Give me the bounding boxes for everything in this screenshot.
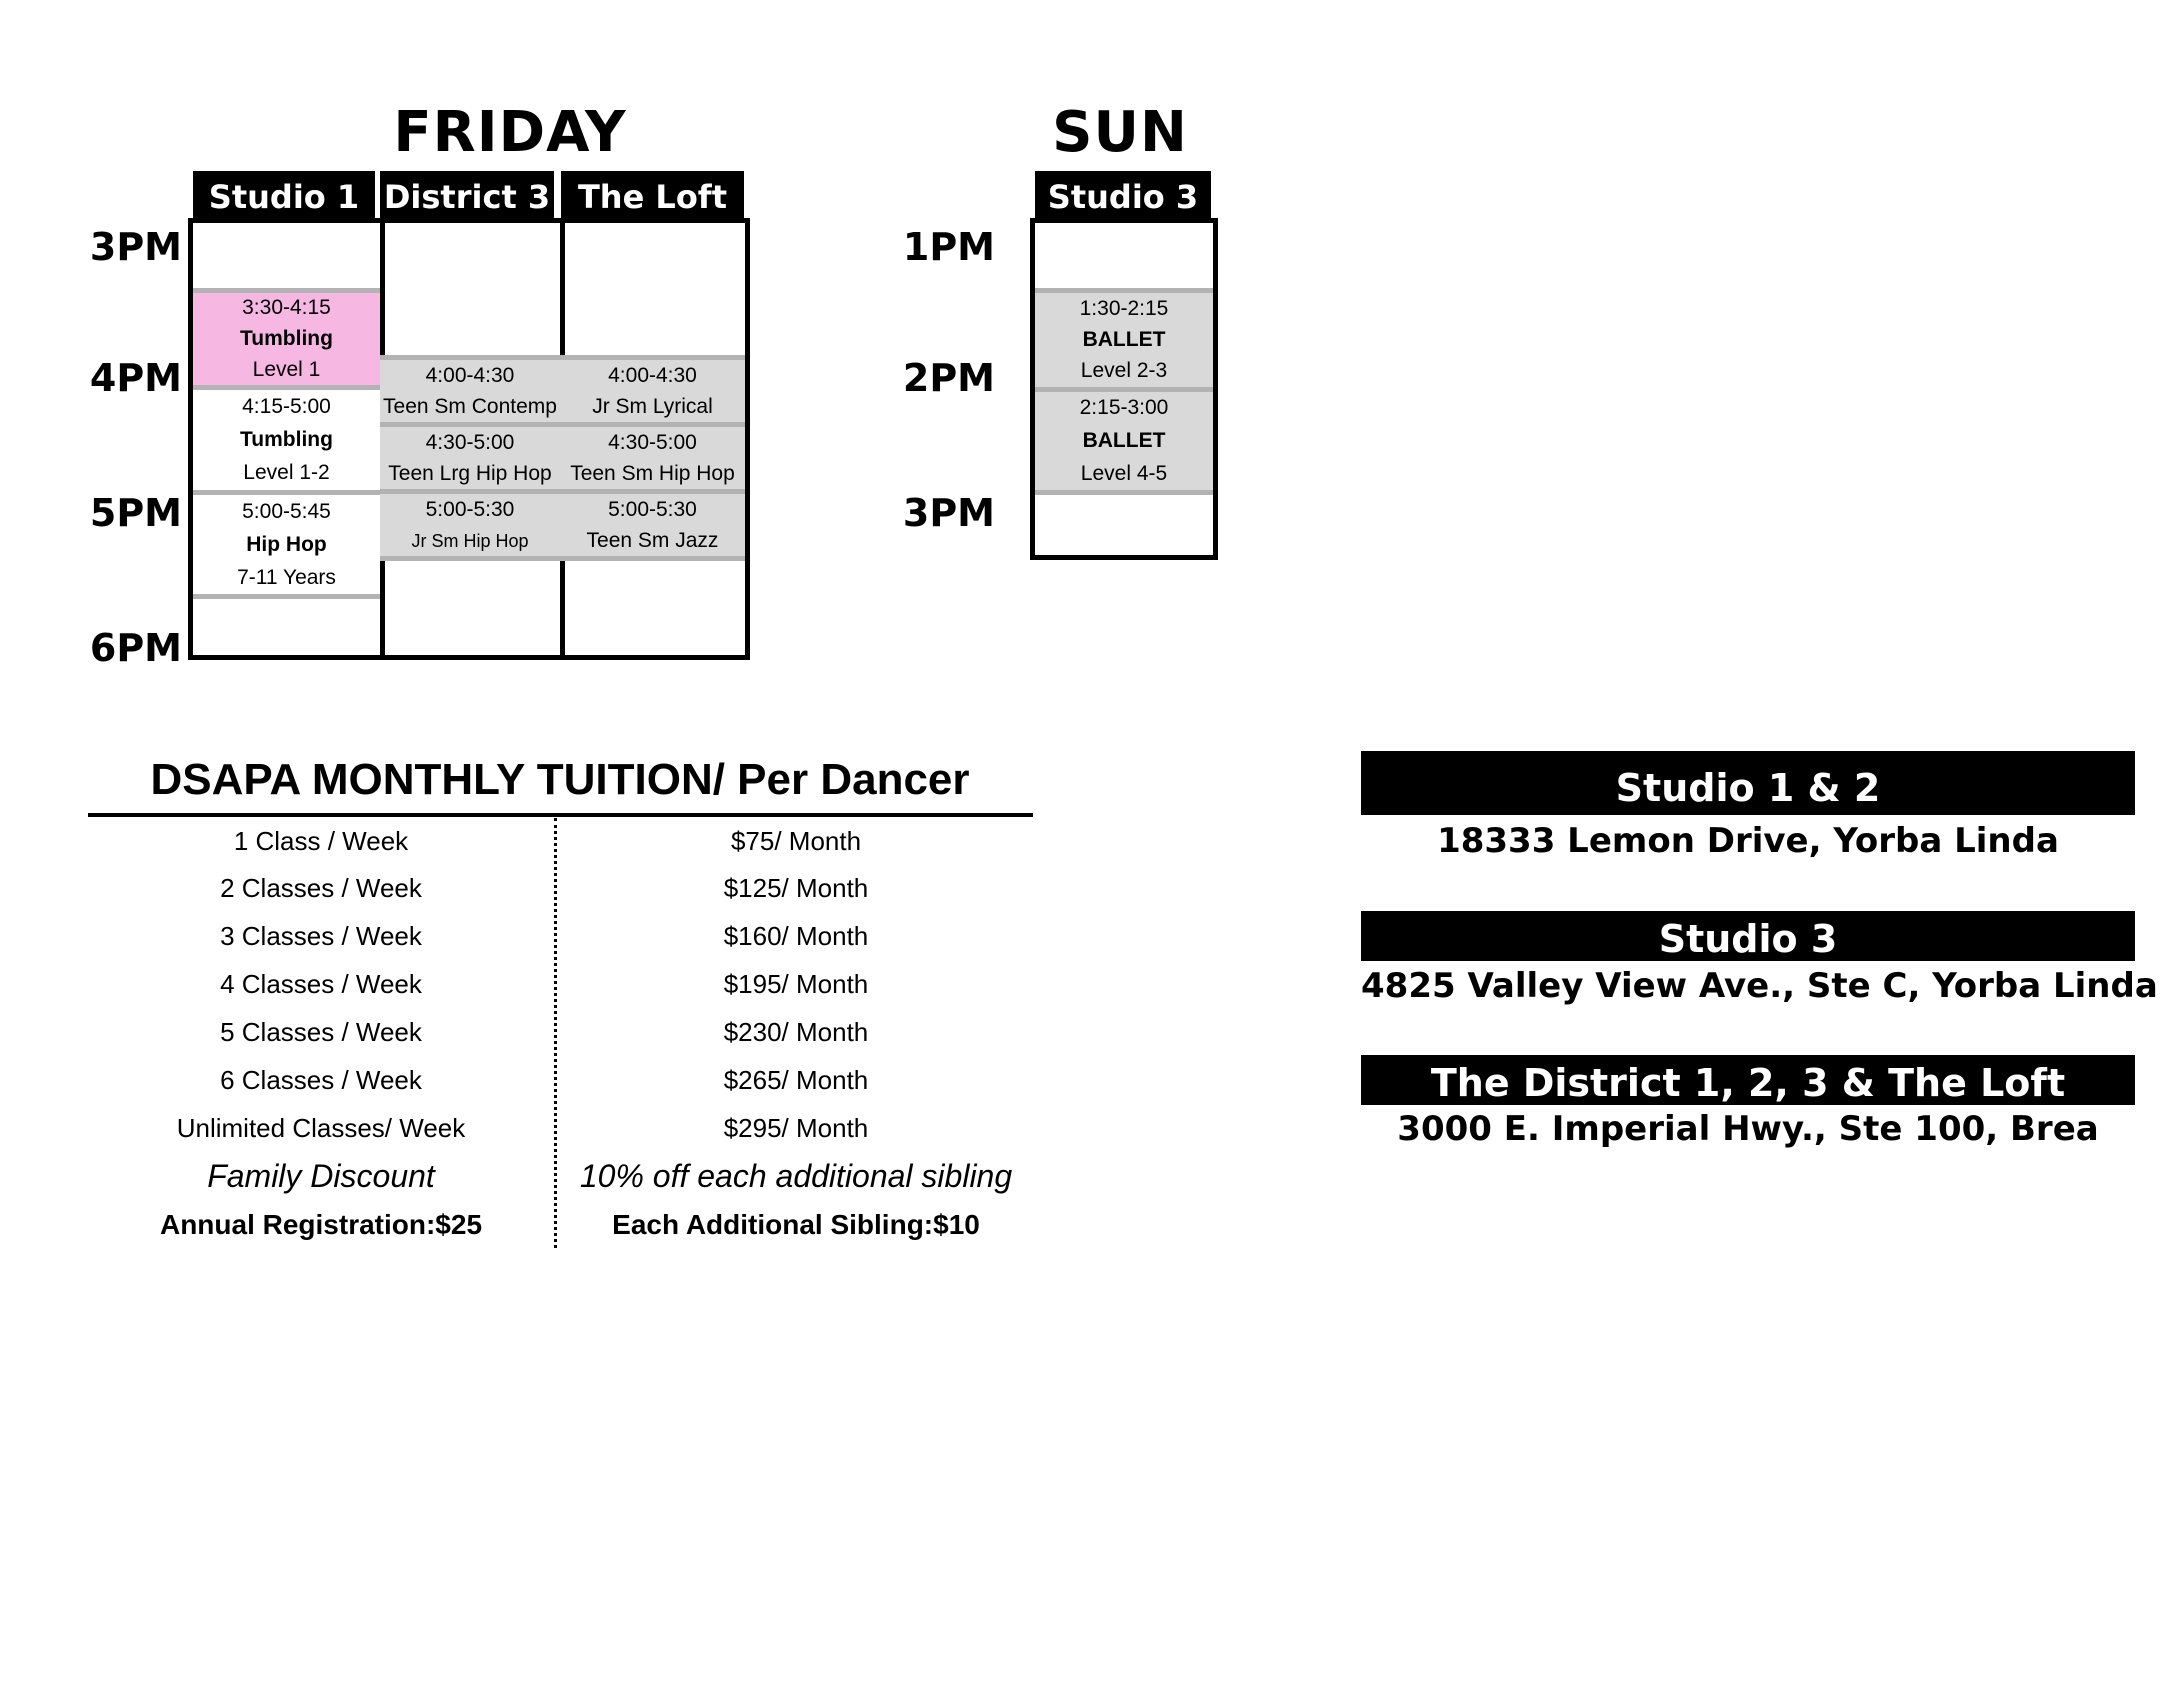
location-address-district-loft: 3000 E. Imperial Hwy., Ste 100, Brea [1397,1109,2099,1149]
tuition-row: 1 Class / Week $75/ Month [233,826,862,856]
friday-class-block: 5:00-5:45 Hip Hop 7-11 Years [193,495,380,599]
tuition-row: 4 Classes / Week $195/ Month [220,969,869,999]
friday-column-the-loft [560,223,745,655]
friday-class-block: 3:30-4:15 Tumbling Level 1 [193,288,380,390]
tuition-row: 6 Classes / Week $265/ Month [220,1065,869,1095]
sunday-time-2pm: 2PM [902,356,995,400]
tuition-family-discount-row: Family Discount 10% off each additional sibling [207,1158,1013,1194]
friday-class-block: 4:30-5:00 Teen Lrg Hip Hop [380,422,560,494]
friday-time-3pm: 3PM [89,225,182,269]
friday-class-block: 4:15-5:00 Tumbling Level 1-2 [193,390,380,495]
location-name-studio-3: Studio 3 [1361,911,2135,961]
tuition-row: 3 Classes / Week $160/ Month [220,921,869,951]
tuition-row: 5 Classes / Week $230/ Month [220,1017,869,1047]
friday-class-block: 4:00-4:30 Teen Sm Contemp [380,355,560,427]
friday-time-4pm: 4PM [89,356,182,400]
friday-class-block: 5:00-5:30 Jr Sm Hip Hop [380,489,560,561]
tuition-row: Unlimited Classes/ Week $295/ Month [176,1113,869,1143]
location-name-district-loft: The District 1, 2, 3 & The Loft [1361,1055,2135,1105]
location-address-studio-3: 4825 Valley View Ave., Ste C, Yorba Linda [1361,966,2158,1006]
friday-studio-header-1: Studio 1 [193,171,375,223]
friday-schedule-grid [188,218,750,660]
friday-studio-header-2: District 3 [380,171,554,223]
sunday-class-block: 1:30-2:15 BALLET Level 2-3 [1035,288,1213,392]
sunday-time-1pm: 1PM [902,225,995,269]
sunday-title: SUN [1052,100,1188,165]
friday-column-studio-1 [193,223,385,655]
sunday-studio-header: Studio 3 [1035,171,1211,223]
sunday-class-block: 2:15-3:00 BALLET Level 4-5 [1035,387,1213,495]
friday-class-block: 5:00-5:30 Teen Sm Jazz [560,489,745,561]
sunday-time-3pm: 3PM [902,491,995,535]
friday-title: FRIDAY [393,100,627,165]
sunday-schedule-grid [1030,218,1218,560]
friday-studio-header-3: The Loft [561,171,744,223]
tuition-title: DSAPA MONTHLY TUITION/ Per Dancer [150,755,970,804]
friday-column-district-3 [380,223,565,655]
tuition-registration-row: Annual Registration:$25 Each Additional Sibling:$10 [159,1209,980,1240]
location-name-studio-1-2: Studio 1 & 2 [1361,751,2135,815]
friday-class-block: 4:00-4:30 Jr Sm Lyrical [560,355,745,427]
friday-time-6pm: 6PM [89,626,182,670]
location-address-studio-1-2: 18333 Lemon Drive, Yorba Linda [1437,821,2059,861]
friday-time-5pm: 5PM [89,491,182,535]
tuition-row: 2 Classes / Week $125/ Month [220,873,869,903]
friday-class-block: 4:30-5:00 Teen Sm Hip Hop [560,422,745,494]
